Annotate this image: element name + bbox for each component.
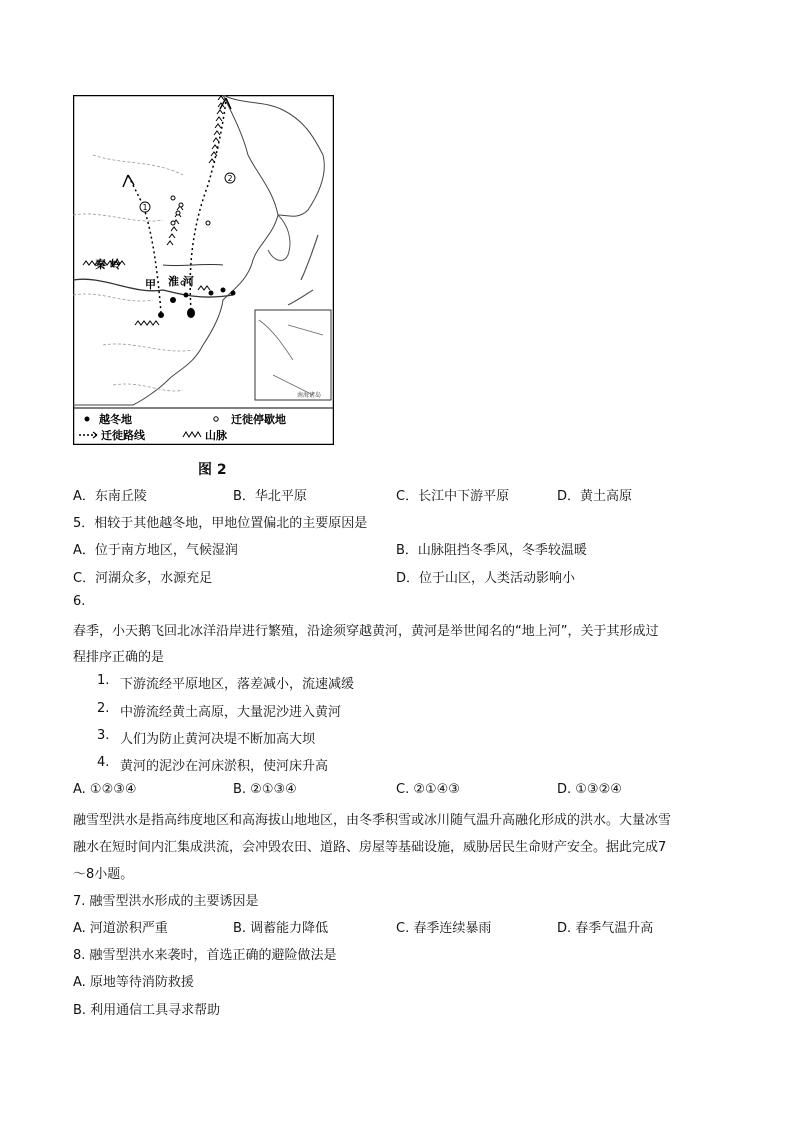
q7-stem: 7. 融雪型洪水形成的主要诱因是: [73, 894, 259, 909]
q4-option-a[interactable]: A．东南丘陵: [73, 489, 147, 504]
q6-stem-line1: 春季，小天鹅飞回北冰洋沿岸进行繁殖，沿途须穿越黄河，黄河是举世闻名的“地上河”，关于其形成过: [73, 624, 659, 639]
q7-option-a[interactable]: A. 河道淤积严重: [73, 921, 168, 936]
q5-option-b[interactable]: B．山脉阻挡冬季风，冬季较温暖: [396, 543, 587, 558]
figure-caption: 图 2: [198, 462, 227, 478]
q6-option-c[interactable]: C. ②①④③: [396, 782, 460, 797]
legend-stopover: 迁徙停歇地: [231, 413, 286, 426]
q6-item-3-number: 3.: [97, 728, 110, 743]
passage-line-1: 融雪型洪水是指高纬度地区和高海拔山地地区，由冬季积雪或冰川随气温升高融化形成的洪水。大量冰雪: [73, 813, 672, 828]
q7-option-b[interactable]: B. 调蓄能力降低: [233, 921, 329, 936]
huaihe-label: 淮 河: [168, 275, 194, 288]
q6-option-b[interactable]: B. ②①③④: [233, 782, 297, 797]
q7-option-d[interactable]: D. 春季气温升高: [557, 921, 654, 936]
qinling-label: 秦 岭: [95, 258, 121, 271]
q7-option-c[interactable]: C. 春季连续暴雨: [396, 921, 492, 936]
q6-item-1-text: 下游流经平原地区，落差减小，流速减缓: [120, 677, 355, 692]
q5-option-c[interactable]: C．河湖众多，水源充足: [73, 571, 213, 586]
q4-option-d[interactable]: D．黄土高原: [557, 489, 633, 504]
q5-option-a[interactable]: A．位于南方地区，气候湿润: [73, 543, 238, 558]
q6-stem-line2: 程排序正确的是: [73, 650, 165, 665]
jia-label: 甲: [145, 278, 156, 291]
passage-line-3: ～8小题。: [73, 867, 134, 882]
inset-label: 南海诸岛: [297, 392, 322, 399]
legend-route: 迁徙路线: [101, 429, 145, 442]
q6-number: 6.: [73, 594, 86, 609]
q6-item-4-number: 4.: [97, 755, 110, 770]
bird-migration-map: [73, 95, 334, 445]
passage-line-2: 融水在短时间内汇集成洪流，会冲毁农田、道路、房屋等基础设施，威胁居民生命财产安全。据此完成7: [73, 840, 667, 855]
legend-wintering: 越冬地: [99, 413, 132, 426]
q6-item-4-text: 黄河的泥沙在河床淤积，使河床升高: [120, 759, 329, 774]
route-2-number: 2: [227, 174, 233, 183]
q8-stem: 8. 融雪型洪水来袭时，首选正确的避险做法是: [73, 948, 337, 963]
q8-option-b[interactable]: B. 利用通信工具寻求帮助: [73, 1003, 221, 1018]
q6-item-2-number: 2.: [97, 701, 110, 716]
q6-item-3-text: 人们为防止黄河决堤不断加高大坝: [120, 732, 316, 747]
q5-stem: 5．相较于其他越冬地，甲地位置偏北的主要原因是: [73, 516, 368, 531]
q6-option-a[interactable]: A. ①②③④: [73, 782, 137, 797]
q4-option-b[interactable]: B．华北平原: [233, 489, 307, 504]
q6-item-1-number: 1.: [97, 673, 110, 688]
q6-option-d[interactable]: D. ①③②④: [557, 782, 622, 797]
q8-option-a[interactable]: A. 原地等待消防救援: [73, 975, 194, 990]
q4-option-c[interactable]: C．长江中下游平原: [396, 489, 510, 504]
q5-option-d[interactable]: D．位于山区，人类活动影响小: [396, 571, 576, 586]
route-1-number: 1: [142, 203, 148, 212]
legend-mountain: 山脉: [205, 429, 227, 442]
q6-item-2-text: 中游流经黄土高原，大量泥沙进入黄河: [120, 705, 342, 720]
